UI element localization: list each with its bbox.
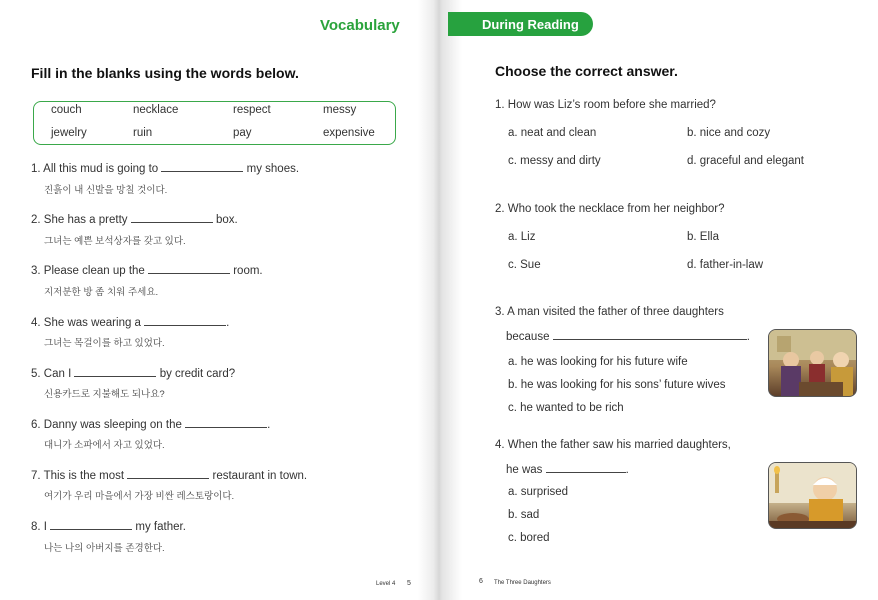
question-text: 7. This is the most <box>31 470 125 482</box>
reading-question-1: 1. How was Liz’s room before she married? <box>495 99 716 111</box>
word-bank-item: respect <box>233 104 271 116</box>
answer-blank[interactable] <box>127 468 209 479</box>
korean-translation: 그녀는 예쁜 보석상자를 갖고 있다. <box>44 236 186 247</box>
answer-blank[interactable] <box>185 417 267 428</box>
word-bank-item: pay <box>233 127 252 139</box>
answer-blank[interactable] <box>74 366 156 377</box>
answer-option[interactable]: b. sad <box>508 509 540 521</box>
question-text: . <box>267 419 271 431</box>
answer-option[interactable]: b. Ella <box>687 231 719 243</box>
during-reading-label: During Reading <box>482 17 579 32</box>
question-text: . <box>625 464 629 476</box>
story-illustration-visitor <box>768 329 857 397</box>
word-bank-item: expensive <box>323 127 375 139</box>
answer-blank[interactable] <box>131 212 213 223</box>
word-bank-item: jewelry <box>51 127 87 139</box>
question-text: . <box>226 317 230 329</box>
question-text: 3. Please clean up the <box>31 265 145 277</box>
vocab-question-6 <box>31 417 270 431</box>
answer-option[interactable]: a. he was looking for his future wife <box>508 356 688 368</box>
question-text: my shoes. <box>246 163 300 175</box>
question-text: my father. <box>135 521 186 533</box>
answer-option[interactable]: c. messy and dirty <box>508 155 601 167</box>
korean-translation: 신용카드로 지불해도 되나요? <box>44 389 165 400</box>
vocab-question-5 <box>31 366 235 380</box>
right-instruction: Choose the correct answer. <box>495 63 678 79</box>
question-text: room. <box>233 265 263 277</box>
korean-translation: 진흙이 내 신발을 망칠 것이다. <box>44 185 168 196</box>
word-bank-item: necklace <box>133 104 179 116</box>
question-text: 8. I <box>31 521 47 533</box>
question-text: 4. She was wearing a <box>31 317 141 329</box>
during-reading-tab <box>448 12 593 36</box>
page-number-left: 5 <box>407 580 411 587</box>
vocab-question-8 <box>31 519 186 533</box>
answer-blank[interactable] <box>148 263 230 274</box>
reading-question-3: 3. A man visited the father of three daughters <box>495 306 724 318</box>
korean-translation: 지저분한 방 좀 치워 주세요. <box>44 287 159 298</box>
question-text: . <box>746 331 750 343</box>
answer-option[interactable]: b. nice and cozy <box>687 127 771 139</box>
answer-blank[interactable] <box>553 329 747 340</box>
story-illustration-father <box>768 462 857 529</box>
answer-option[interactable]: c. bored <box>508 532 550 544</box>
vocab-question-4 <box>31 315 229 329</box>
answer-option[interactable]: a. Liz <box>508 231 536 243</box>
vocab-question-2 <box>31 212 238 226</box>
answer-option[interactable]: c. he wanted to be rich <box>508 402 624 414</box>
korean-translation: 나는 나의 아버지를 존경한다. <box>44 543 165 554</box>
answer-option[interactable]: d. graceful and elegant <box>687 155 805 167</box>
answer-blank[interactable] <box>546 462 626 473</box>
book-gutter <box>418 0 462 600</box>
footer-level: Level 4 <box>376 581 396 587</box>
page-number-right: 6 <box>479 578 483 585</box>
question-text: 1. All this mud is going to <box>31 163 159 175</box>
question-text: 6. Danny was sleeping on the <box>31 419 182 431</box>
word-bank-item: messy <box>323 104 357 116</box>
left-page <box>0 0 438 600</box>
vocab-question-3 <box>31 263 263 277</box>
question-text: restaurant in town. <box>212 470 308 482</box>
footer-book-title: The Three Daughters <box>494 580 551 586</box>
question-text: 2. She has a pretty <box>31 214 128 226</box>
reading-question-2: 2. Who took the necklace from her neighbor? <box>495 203 725 215</box>
answer-option[interactable]: a. neat and clean <box>508 127 597 139</box>
word-bank-item: ruin <box>133 127 153 139</box>
question-text: by credit card? <box>159 368 236 380</box>
word-bank-item: couch <box>51 104 82 116</box>
answer-option[interactable]: d. father-in-law <box>687 259 764 271</box>
left-instruction: Fill in the blanks using the words below. <box>31 65 299 81</box>
question-text: 5. Can I <box>31 368 72 380</box>
answer-blank[interactable] <box>50 519 132 530</box>
question-text: box. <box>215 214 238 226</box>
answer-blank[interactable] <box>161 161 243 172</box>
answer-option[interactable]: c. Sue <box>508 259 541 271</box>
answer-option[interactable]: b. he was looking for his sons’ future wives <box>508 379 726 391</box>
korean-translation: 그녀는 목걸이를 하고 있었다. <box>44 338 165 349</box>
answer-option[interactable]: a. surprised <box>508 486 569 498</box>
answer-blank[interactable] <box>144 315 226 326</box>
question-text: because <box>506 331 550 343</box>
vocabulary-title: Vocabulary <box>320 17 400 34</box>
korean-translation: 대니가 소파에서 자고 있었다. <box>44 440 165 451</box>
vocab-question-7 <box>31 468 307 482</box>
korean-translation: 여기가 우리 마을에서 가장 비싼 레스토랑이다. <box>44 491 235 502</box>
reading-question-4: 4. When the father saw his married daughters, <box>495 439 731 451</box>
question-text: he was <box>506 464 543 476</box>
reading-question-4-line2 <box>506 462 629 476</box>
reading-question-3-line2 <box>506 329 750 343</box>
vocab-question-1 <box>31 161 299 175</box>
